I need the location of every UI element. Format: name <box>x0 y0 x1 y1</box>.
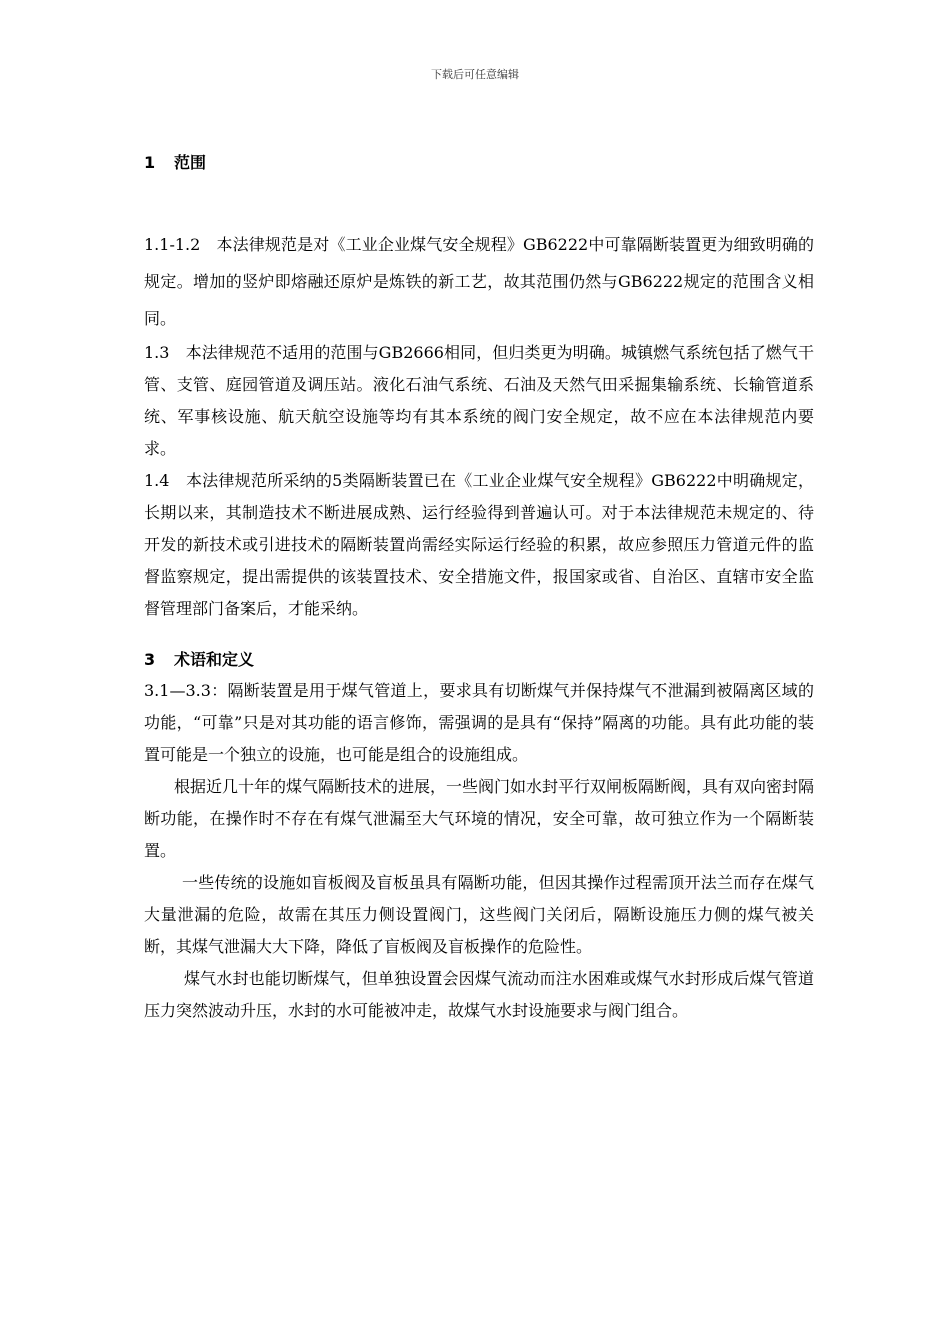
paragraph-3-3: 一些传统的设施如盲板阀及盲板虽具有隔断功能，但因其操作过程需顶开法兰而存在煤气大量泄漏的危险，故需在其压力侧设置阀门，这些阀门关闭后，隔断设施压力侧的煤气被关断，其煤气泄漏大大下降，降低了盲板阀及盲板操作的危险性。 <box>144 873 814 956</box>
paragraph-3-2: 根据近几十年的煤气隔断技术的进展，一些阀门如水封平行双闸板隔断阀，具有双向密封隔断功能，在操作时不存在有煤气泄漏至大气环境的情况，安全可靠，故可独立作为一个隔断装置。 <box>144 777 815 860</box>
spacer <box>144 625 814 633</box>
paragraph-1-4: 1.4 本法律规范所采纳的5类隔断装置已在《工业企业煤气安全规程》GB6222中明确规定，长期以来，其制造技术不断进展成熟、运行经验得到普遍认可。对于本法律规范未规定的、待开发的新技术或引进技术的隔断装置尚需经实际运行经验的积累，故应参照压力管道元件的监督监察规定，提出需提供的该装置技术、安全措施文件，报国家或省、自治区、直辖市安全监督管理部门备案后，才能采纳。 <box>144 471 814 618</box>
paragraph-1-3: 1.3 本法律规范不适用的范围与GB2666相同，但归类更为明确。城镇燃气系统包括了燃气干管、支管、庭园管道及调压站。液化石油气系统、石油及天然气田采掘集输系统、长输管道系统、军事核设施、航天航空设施等均有其本系统的阀门安全规定，故不应在本法律规范内要求。 <box>144 343 814 458</box>
paragraph-3-4: 煤气水封也能切断煤气，但单独设置会因煤气流动而注水困难或煤气水封形成后煤气管道压力突然波动升压，水封的水可能被冲走，故煤气水封设施要求与阀门组合。 <box>144 969 814 1020</box>
header-note: 下载后可任意编辑 <box>431 68 519 81</box>
section-title: 术语和定义 <box>174 650 255 669</box>
document-body <box>144 146 814 1027</box>
paragraph-3-1: 3.1—3.3：隔断装置是用于煤气管道上，要求具有切断煤气并保持煤气不泄漏到被隔离区域的功能，“可靠”只是对其功能的语言修饰，需强调的是具有“保持”隔离的功能。具有此功能的装置可能是一个独立的设施，也可能是组合的设施组成。 <box>144 681 814 764</box>
section-title: 范围 <box>174 153 207 172</box>
paragraph-1-1: 1.1-1.2 本法律规范是对《工业企业煤气安全规程》GB6222中可靠隔断装置更为细致明确的规定。增加的竖炉即熔融还原炉是炼铁的新工艺，故其范围仍然与GB6222规定的范围含义相同。 <box>144 235 814 328</box>
section-heading-1 <box>144 146 814 180</box>
section-number: 1 <box>144 153 156 172</box>
section-heading-3 <box>144 645 814 675</box>
section-number: 3 <box>144 650 156 669</box>
